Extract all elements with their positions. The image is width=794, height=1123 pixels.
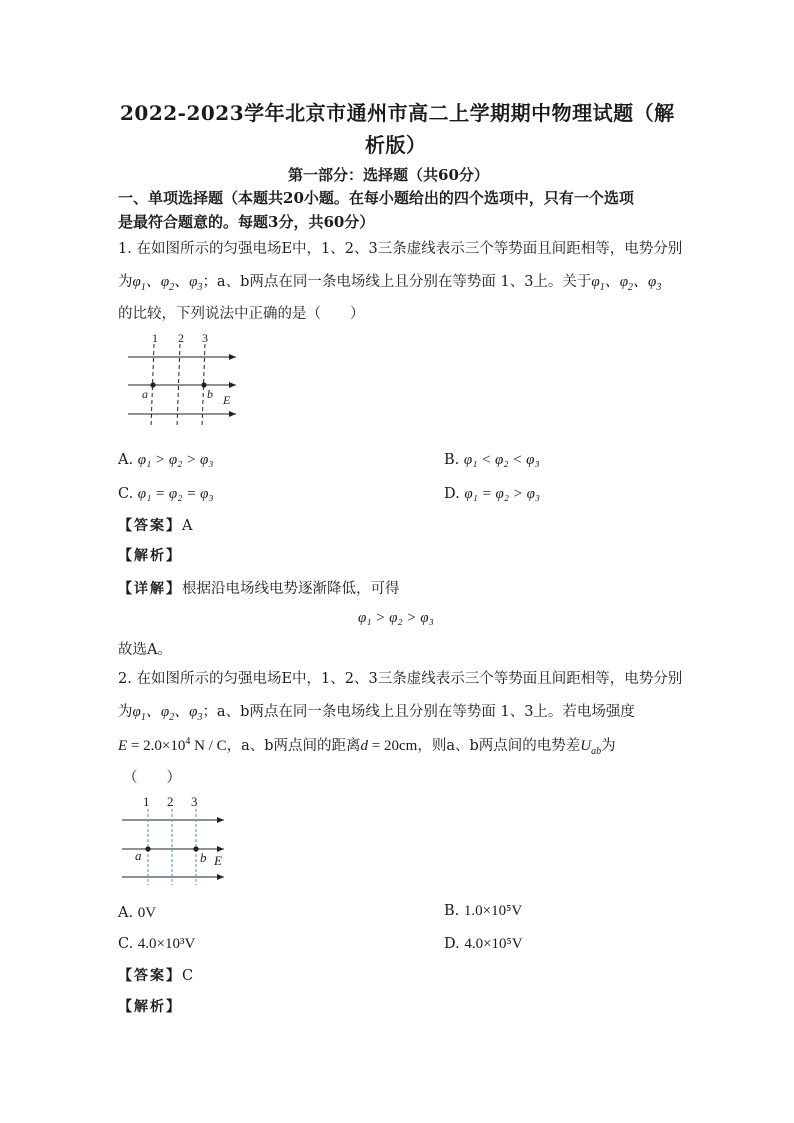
q2-answer (118, 965, 193, 985)
q1-stem-line1: 1. 在如图所示的匀强电场E中，1、2、3三条虚线表示三个等势面且间距相等，电势分别 (118, 241, 683, 257)
q2-phi-symbols: $\varphi_1$、$\varphi_2$、$\varphi_3$ (132, 704, 203, 723)
q2-uab-symbol: $U_{ab}$ (580, 738, 602, 757)
q2-fig-label-2: 2 (167, 794, 174, 809)
q1-option-c-label: C. (118, 486, 134, 502)
q2-stem-line2 (118, 700, 635, 723)
q1-option-a-label: A. (118, 452, 134, 468)
q2-option-d[interactable] (444, 936, 523, 953)
q1-answer-value: A (182, 518, 193, 534)
q2-option-c-expr: 4.0×10³V (137, 936, 196, 952)
q1-analysis-tag: 【解析】 (118, 548, 182, 564)
q2-fig-label-b: b (200, 850, 207, 865)
q1-fig-label-b: b (207, 387, 213, 401)
q1-stem-line2 (118, 270, 661, 293)
section-heading-line2: 是最符合题意的。每题3分，共60分） (118, 213, 375, 231)
q2-distance-expr: d = 20cm (360, 738, 418, 754)
q2-answer-value: C (182, 968, 194, 984)
q2-fig-label-1: 1 (143, 794, 150, 809)
q1-option-b[interactable] (444, 452, 540, 469)
q2-stem-line1: 2. 在如图所示的匀强电场E中，1、2、3三条虚线表示三个等势面且间距相等，电势分别 (118, 671, 683, 687)
section-heading-line1: 一、单项选择题（本题共20小题。在每小题给出的四个选项中，只有一个选项 (118, 189, 634, 207)
q2-line3-text2: ，则a、b两点间的电势差 (417, 738, 581, 754)
q1-phi-symbols-2: $\varphi_1$、$\varphi_2$、$\varphi_3$ (591, 274, 662, 293)
q1-option-c-expr: φ₁ = φ₂ = φ₃ (137, 486, 214, 502)
q2-line3-text1: ，a、b两点间的距离 (226, 738, 361, 754)
q1-detail-expr: φ₁ > φ₂ > φ₃ (358, 610, 434, 626)
q2-option-a[interactable] (118, 905, 156, 922)
q2-option-c-label: C. (118, 936, 134, 952)
q1-fig-label-3: 3 (202, 331, 208, 345)
q2-line3-post: 为 (601, 738, 616, 754)
q2-option-b-label: B. (444, 903, 460, 919)
q2-fig-label-a: a (135, 848, 142, 863)
q2-option-c[interactable] (118, 936, 195, 953)
q2-option-a-expr: 0V (137, 905, 157, 921)
q1-stem-line3: 的比较，下列说法中正确的是（ ） (118, 306, 365, 322)
q2-stem-line4: （ ） (123, 770, 181, 786)
q1-option-d-expr: φ₁ = φ₂ > φ₃ (464, 486, 541, 502)
q1-fig-label-a: a (142, 387, 148, 401)
part-heading: 第一部分：选择题（共60分） (288, 166, 489, 184)
q1-option-a-expr: φ₁ > φ₂ > φ₃ (137, 452, 214, 468)
q2-option-d-expr: 4.0×10⁵V (464, 936, 523, 952)
q2-line2-text: ；a、b两点在同一条电场线上且分别在等势面 1、3上。若电场强度 (202, 704, 635, 720)
q1-fig-label-E: E (223, 393, 231, 407)
q1-field-diagram (118, 330, 248, 430)
document-title-line1: 2022-2023学年北京市通州市高二上学期期中物理试题（解 (120, 101, 675, 125)
q1-option-d[interactable] (444, 486, 540, 503)
q1-answer-tag: 【答案】 (118, 518, 182, 534)
q1-line2-text: ；a、b两点在同一条电场线上且分别在等势面 1、3上。关于 (202, 274, 592, 290)
q1-detail-tag: 【详解】 (118, 581, 182, 597)
q2-fig-label-3: 3 (191, 794, 198, 809)
q2-option-d-label: D. (444, 936, 460, 952)
q1-conclusion: 故选A。 (118, 642, 172, 658)
q1-option-c[interactable] (118, 486, 214, 503)
q1-phi-symbols: $\varphi_1$、$\varphi_2$、$\varphi_3$ (132, 274, 203, 293)
q2-option-b-expr: 1.0×10⁵V (463, 903, 523, 919)
q2-field-strength-expr: $E = 2.0\times 10^4$ N / C (118, 736, 227, 754)
q1-detail (118, 577, 400, 598)
q2-analysis-tag: 【解析】 (118, 999, 182, 1015)
q2-line2-prefix: 为 (118, 704, 133, 720)
q1-fig-label-2: 2 (178, 331, 184, 345)
q2-fig-label-E: E (214, 853, 222, 868)
q1-option-d-label: D. (444, 486, 460, 502)
q2-option-a-label: A. (118, 905, 134, 921)
document-title-line2: 析版） (365, 133, 427, 157)
q2-option-b[interactable] (444, 903, 522, 920)
q2-answer-tag: 【答案】 (118, 968, 182, 984)
q1-fig-label-1: 1 (152, 331, 158, 345)
q1-option-b-label: B. (444, 452, 460, 468)
q1-option-b-expr: φ₁ < φ₂ < φ₃ (463, 452, 540, 468)
q2-field-diagram (118, 793, 238, 888)
q1-answer (118, 515, 192, 535)
q1-detail-text: 根据沿电场线电势逐渐降低，可得 (182, 581, 400, 597)
q2-stem-line3 (118, 734, 616, 757)
q1-option-a[interactable] (118, 452, 214, 469)
q1-line2-prefix: 为 (118, 274, 133, 290)
